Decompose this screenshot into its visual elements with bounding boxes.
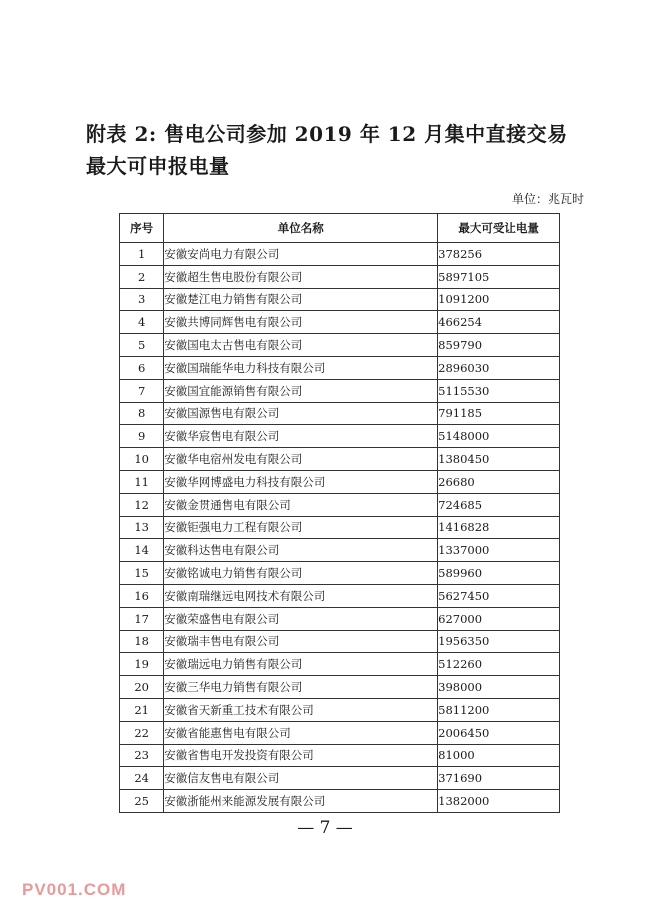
max-transfer-volume: 378256 [438,243,560,266]
row-number: 18 [120,630,164,653]
row-number: 19 [120,653,164,676]
row-number: 14 [120,539,164,562]
data-table [119,213,560,813]
row-number: 7 [120,379,164,402]
table-row [120,243,560,266]
company-name: 安徽铭诚电力销售有限公司 [164,562,438,585]
page-title: 附表 2: 售电公司参加 2019 年 12 月集中直接交易最大可申报电量 [86,122,568,178]
table-row [120,698,560,721]
row-number: 13 [120,516,164,539]
row-number: 23 [120,744,164,767]
max-transfer-volume: 1382000 [438,790,560,813]
unit-note: 单位：兆瓦时 [511,192,584,206]
table-row [120,562,560,585]
max-transfer-volume: 2896030 [438,356,560,379]
company-name: 安徽华宸售电有限公司 [164,425,438,448]
table-row [120,470,560,493]
company-name: 安徽华电宿州发电有限公司 [164,448,438,471]
max-transfer-volume: 1956350 [438,630,560,653]
row-number: 20 [120,676,164,699]
max-transfer-volume: 5627450 [438,584,560,607]
table-row [120,630,560,653]
company-name: 安徽三华电力销售有限公司 [164,676,438,699]
max-transfer-volume: 791185 [438,402,560,425]
company-name: 安徽钜强电力工程有限公司 [164,516,438,539]
table-row [120,265,560,288]
company-name: 安徽金贯通售电有限公司 [164,493,438,516]
max-transfer-volume: 627000 [438,607,560,630]
row-number: 4 [120,311,164,334]
max-transfer-volume: 398000 [438,676,560,699]
company-name: 安徽国源售电有限公司 [164,402,438,425]
max-transfer-volume: 466254 [438,311,560,334]
max-transfer-volume: 5811200 [438,698,560,721]
table-row [120,607,560,630]
company-name: 安徽超生售电股份有限公司 [164,265,438,288]
company-name: 安徽共博同辉售电有限公司 [164,311,438,334]
watermark: PV001.COM [22,880,127,899]
header-no: 序号 [120,214,164,243]
table-row [120,676,560,699]
company-name: 安徽国宜能源销售有限公司 [164,379,438,402]
max-transfer-volume: 1337000 [438,539,560,562]
row-number: 10 [120,448,164,471]
company-name: 安徽南瑞继远电网技术有限公司 [164,584,438,607]
max-transfer-volume: 5148000 [438,425,560,448]
company-name: 安徽省天新重工技术有限公司 [164,698,438,721]
row-number: 8 [120,402,164,425]
max-transfer-volume: 1091200 [438,288,560,311]
max-transfer-volume: 26680 [438,470,560,493]
table-row [120,448,560,471]
row-number: 3 [120,288,164,311]
table-row [120,744,560,767]
table-row [120,288,560,311]
table-row [120,721,560,744]
row-number: 11 [120,470,164,493]
table-row [120,516,560,539]
max-transfer-volume: 371690 [438,767,560,790]
max-transfer-volume: 2006450 [438,721,560,744]
max-transfer-volume: 5115530 [438,379,560,402]
table-row [120,767,560,790]
table-row [120,379,560,402]
company-name: 安徽华网博盛电力科技有限公司 [164,470,438,493]
row-number: 12 [120,493,164,516]
company-name: 安徽荣盛售电有限公司 [164,607,438,630]
company-name: 安徽瑞远电力销售有限公司 [164,653,438,676]
company-name: 安徽瑞丰售电有限公司 [164,630,438,653]
row-number: 25 [120,790,164,813]
max-transfer-volume: 1380450 [438,448,560,471]
company-name: 安徽楚江电力销售有限公司 [164,288,438,311]
header-name: 单位名称 [164,214,438,243]
max-transfer-volume: 724685 [438,493,560,516]
company-name: 安徽国电太古售电有限公司 [164,334,438,357]
table-header-row [120,214,560,243]
table-row [120,653,560,676]
table-row [120,425,560,448]
row-number: 5 [120,334,164,357]
header-value: 最大可受让电量 [438,214,560,243]
table-row [120,790,560,813]
max-transfer-volume: 512260 [438,653,560,676]
table-row [120,584,560,607]
company-name: 安徽省售电开发投资有限公司 [164,744,438,767]
table-row [120,311,560,334]
table-row [120,334,560,357]
row-number: 21 [120,698,164,721]
company-name: 安徽信友售电有限公司 [164,767,438,790]
row-number: 9 [120,425,164,448]
table-row [120,539,560,562]
row-number: 16 [120,584,164,607]
row-number: 15 [120,562,164,585]
company-name: 安徽科达售电有限公司 [164,539,438,562]
max-transfer-volume: 5897105 [438,265,560,288]
max-transfer-volume: 81000 [438,744,560,767]
max-transfer-volume: 859790 [438,334,560,357]
row-number: 22 [120,721,164,744]
table-row [120,402,560,425]
table-row [120,356,560,379]
max-transfer-volume: 1416828 [438,516,560,539]
row-number: 1 [120,243,164,266]
row-number: 24 [120,767,164,790]
row-number: 17 [120,607,164,630]
company-name: 安徽安尚电力有限公司 [164,243,438,266]
company-name: 安徽国瑞能华电力科技有限公司 [164,356,438,379]
page-number: — 7 — [297,818,353,838]
company-name: 安徽省能惠售电有限公司 [164,721,438,744]
row-number: 6 [120,356,164,379]
max-transfer-volume: 589960 [438,562,560,585]
company-name: 安徽浙能州来能源发展有限公司 [164,790,438,813]
table-body [120,243,560,813]
row-number: 2 [120,265,164,288]
table-row [120,493,560,516]
